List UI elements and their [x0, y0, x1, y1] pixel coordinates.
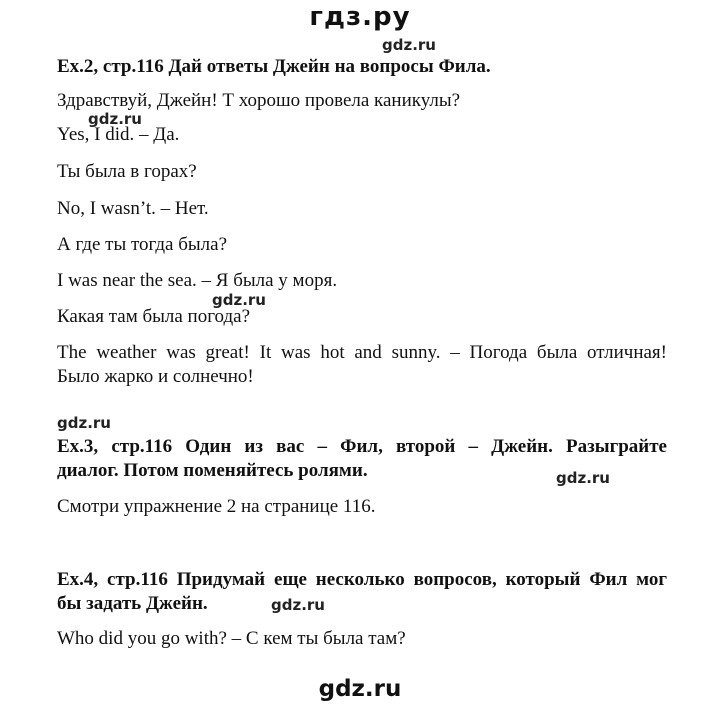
ex3-heading-line1: Ex.3, стр.116 Один из вас – Фил, второй – Джейн. Разыграйте — [57, 436, 667, 457]
dialog-line: Ты была в горах? — [57, 161, 197, 182]
watermark: gdz.ru — [271, 596, 325, 614]
watermark: gdz.ru — [556, 469, 610, 487]
ex4-text: Who did you go with? – С кем ты была там? — [57, 628, 406, 649]
dialog-line: I was near the sea. – Я была у моря. — [57, 270, 338, 291]
dialog-line: The weather was great! It was hot and sunny. – Погода была отличная! — [57, 342, 667, 363]
dialog-line: No, I wasn’t. – Нет. — [57, 198, 209, 219]
dialog-line: Было жарко и солнечно! — [57, 366, 254, 387]
ex3-heading-line2: диалог. Потом поменяйтесь ролями. — [57, 460, 368, 481]
dialog-line: Yes, I did. – Да. — [57, 124, 180, 145]
site-title: гдз.ру — [309, 2, 411, 32]
watermark: gdz.ru — [57, 414, 111, 432]
dialog-line: Какая там была погода? — [57, 306, 251, 327]
ex2-heading: Ex.2, стр.116 Дай ответы Джейн на вопросы Фила. — [57, 56, 491, 77]
watermark: gdz.ru — [88, 110, 142, 128]
ex3-text: Смотри упражнение 2 на странице 116. — [57, 496, 376, 517]
watermark: gdz.ru — [382, 36, 436, 54]
watermark: gdz.ru — [212, 291, 266, 309]
footer-watermark: gdz.ru — [318, 676, 402, 702]
ex4-heading-line1: Ex.4, стр.116 Придумай еще несколько вопросов, который Фил мог — [57, 569, 667, 590]
dialog-line: А где ты тогда была? — [57, 234, 228, 255]
ex4-heading-line2: бы задать Джейн. — [57, 593, 208, 614]
dialog-line: Здравствуй, Джейн! Т хорошо провела каникулы? — [57, 90, 461, 111]
